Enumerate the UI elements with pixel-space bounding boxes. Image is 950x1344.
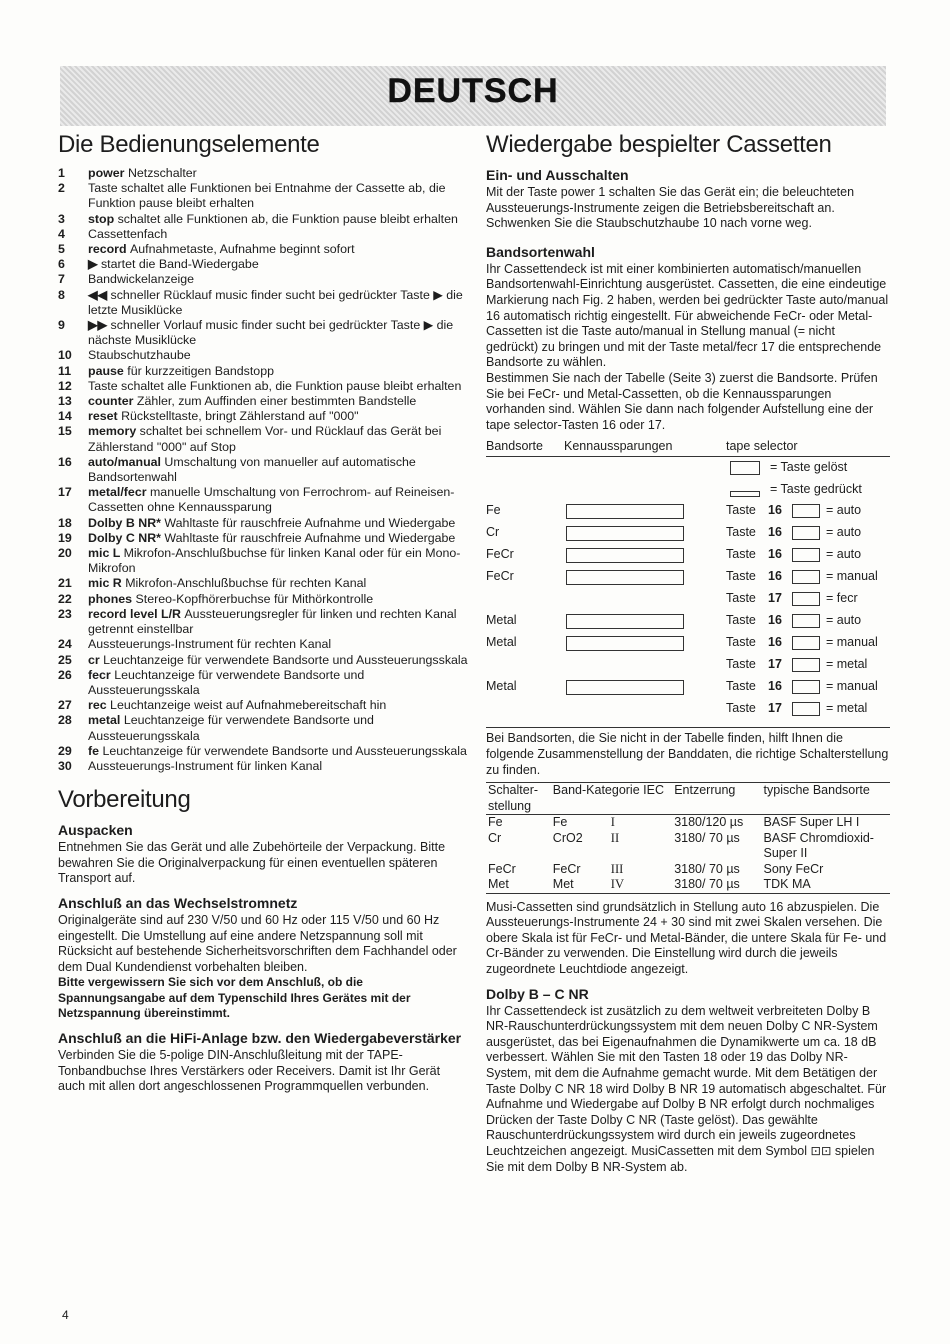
control-item xyxy=(58,698,468,713)
eq-typical-tape: TDK MA xyxy=(763,877,811,892)
hifi-text: Verbinden Sie die 5-polige DIN-Anschlußleitung mit der TAPE-Tonbandbuchse Ihres Verstärkers oder Receivers. Damit ist Ihr Gerät auch mit allen dort angeschlossenen Programmquellen verbunden. xyxy=(58,1048,441,1094)
control-text: stop schaltet alle Funktionen ab, die Funktion pause bleibt erhalten xyxy=(88,211,458,226)
control-item xyxy=(58,364,468,379)
control-key: ▶▶ xyxy=(88,318,111,333)
control-key: ▶ xyxy=(88,257,101,272)
control-item xyxy=(58,744,468,759)
legend-text: = Taste gedrückt xyxy=(770,482,862,497)
sel-taste: Taste xyxy=(726,591,756,606)
eq-cat-name: FeCr xyxy=(552,861,581,876)
eq-switch: Fe xyxy=(488,815,503,830)
eq-typical-tape: BASF Super LH I xyxy=(763,815,860,830)
button-symbol xyxy=(792,526,820,540)
eq-cat-roman: I xyxy=(610,815,615,830)
onoff-text: Mit der Taste power 1 schalten Sie das Gerät ein; die beleuchteten Aussteuerungs-Instrumente zeigen die Betriebsbereitschaft an. Schwenken Sie die Staubschutzhaube 10 nach vorne weg. xyxy=(486,185,855,231)
eq-cat-name: Met xyxy=(552,877,574,892)
sel-band: Cr xyxy=(486,525,500,540)
control-key: record xyxy=(88,242,131,257)
control-text: record level L/R Aussteuerungsregler für linken und rechten Kanal getrennt einstellbar xyxy=(88,606,457,637)
eq-cat-name: CrO2 xyxy=(552,830,583,845)
sel-taste: Taste xyxy=(726,613,756,628)
tape-text-4: Musi-Cassetten sind grundsätzlich in Stellung auto 16 abzuspielen. Die Aussteuerungs-Instrumente 24 + 30 sind mit zwei Skalen versehen. Die obere Skala ist für FeCr- und Metal-Bänder, die untere Skala für Fe- und Cr-Bänder zu verwenden. Die Einstellung wird durch die jeweils zugeordnete Leuchtdiode angezeigt. xyxy=(486,899,887,976)
tape-text-2: Bestimmen Sie nach der Tabelle (Seite 3) zuerst die Bandsorte. Prüfen Sie bei FeCr- und Metal-Cassetten, ob die Kennaussparungen vorhanden sind. Wählen Sie dann nach folgender Aufstellung eine der tape selector-Tasten 16 oder 17. xyxy=(486,370,878,432)
control-text: power Netzschalter xyxy=(88,166,197,180)
control-key: fe xyxy=(88,743,103,758)
control-text: record Aufnahmetaste, Aufnahme beginnt sofort xyxy=(88,242,355,257)
button-symbol xyxy=(792,636,820,650)
dolby-heading: Dolby B – C NR xyxy=(486,985,589,1002)
control-text: Taste schaltet alle Funktionen bei Entnahme der Cassette ab, die Funktion pause bleibt erhalten xyxy=(88,181,446,211)
control-text: phones Stereo-Kopfhörerbuchse für Mithörkontrolle xyxy=(88,591,374,606)
unpack-text: Entnehmen Sie das Gerät und alle Zubehörteile der Verpackung. Bitte bewahren Sie die Originalverpackung für einen eventuellen späteren Transport auf. xyxy=(58,840,446,886)
eq-typical-tape: BASF Chromdioxid-Super II xyxy=(763,830,874,861)
control-text: Dolby B NR* Wahltaste für rauschfreie Aufnahme und Wiedergabe xyxy=(88,515,456,530)
eq-category xyxy=(551,831,672,862)
eq-typical-tape: Sony FeCr xyxy=(763,861,824,876)
control-number: 17 xyxy=(58,485,72,500)
eq-header-cell: typische Bandsorte xyxy=(763,783,870,798)
sel-result: = manual xyxy=(826,569,878,584)
onoff-heading: Ein- und Ausschalten xyxy=(486,167,629,183)
eq-equalization: 3180/ 70 µs xyxy=(674,861,740,876)
tape-heading: Bandsortenwahl xyxy=(486,243,595,260)
sel-result: = manual xyxy=(826,635,878,650)
control-key: cr xyxy=(88,652,104,667)
control-number: 27 xyxy=(58,698,72,713)
button-symbol xyxy=(792,548,820,562)
sel-band: Metal xyxy=(486,613,517,628)
control-number: 21 xyxy=(58,576,72,591)
mains-text: Originalgeräte sind auf 230 V/50 und 60 Hz oder 115 V/50 und 60 Hz eingestellt. Die Umstellung auf eine andere Netzspannung soll mit Rücksicht auf bestehende Sicherheitsvorschriften dem Fachhandel oder dem Dual Kundendienst vorbehalten bleiben. xyxy=(58,912,457,974)
control-item xyxy=(58,288,468,318)
cassette-notch-symbol xyxy=(566,570,684,585)
sel-num: 17 xyxy=(768,591,782,606)
sel-result: = metal xyxy=(826,657,868,672)
eq-header-row xyxy=(486,783,890,815)
control-key: reset xyxy=(88,409,122,424)
control-key: metal/fecr xyxy=(88,485,150,500)
control-number: 18 xyxy=(58,515,72,530)
control-key: Dolby B NR* xyxy=(88,515,165,530)
control-number: 7 xyxy=(58,272,65,287)
sel-band: Metal xyxy=(486,679,517,694)
sel-head-line xyxy=(486,456,890,457)
control-number: 22 xyxy=(58,591,72,606)
control-key: stop xyxy=(88,211,118,226)
control-text: metal/fecr manuelle Umschaltung von Ferrochrom- auf Reineisen-Cassetten ohne Kennaussparung xyxy=(88,485,455,515)
sel-result: = metal xyxy=(826,701,868,716)
control-number: 15 xyxy=(58,424,72,439)
control-text: fecr Leuchtanzeige für verwendete Bandsorte und Aussteuerungsskala xyxy=(88,667,365,697)
sel-num: 16 xyxy=(768,503,782,518)
cassette-notch-symbol xyxy=(566,526,684,541)
control-text: mic R Mikrofon-Anschlußbuchse für rechten Kanal xyxy=(88,576,367,591)
control-item xyxy=(58,592,468,607)
control-text: rec Leuchtanzeige weist auf Aufnahmebereitschaft hin xyxy=(88,698,387,713)
page-number: 4 xyxy=(62,1308,69,1322)
control-number: 20 xyxy=(58,546,72,561)
sel-num: 17 xyxy=(768,657,782,672)
control-key: record level L/R xyxy=(88,606,185,621)
sel-num: 17 xyxy=(768,701,782,716)
control-number: 25 xyxy=(58,652,72,667)
control-item xyxy=(58,576,468,591)
sel-head-notch: Kennaussparungen xyxy=(564,439,673,454)
button-symbol xyxy=(730,491,760,497)
button-symbol xyxy=(730,461,760,475)
eq-row xyxy=(486,862,890,878)
cassette-notch-symbol xyxy=(566,504,684,519)
control-key: memory xyxy=(88,424,140,439)
control-item xyxy=(58,668,468,698)
eq-equalization: 3180/ 70 µs xyxy=(674,830,740,845)
sel-band: FeCr xyxy=(486,569,514,584)
eq-cat-roman: III xyxy=(610,861,624,876)
control-number: 9 xyxy=(58,318,65,333)
control-key: counter xyxy=(88,394,137,409)
control-text: cr Leuchtanzeige für verwendete Bandsorte und Aussteuerungsskala xyxy=(88,652,468,667)
control-item xyxy=(58,166,468,181)
control-number: 10 xyxy=(58,348,72,363)
control-number: 5 xyxy=(58,242,65,257)
sel-num: 16 xyxy=(768,569,782,584)
control-number: 26 xyxy=(58,667,72,682)
control-number: 12 xyxy=(58,378,72,393)
control-item xyxy=(58,546,468,576)
button-symbol xyxy=(792,702,820,716)
eq-category xyxy=(551,862,672,878)
control-text: pause für kurzzeitigen Bandstopp xyxy=(88,363,274,378)
sel-taste: Taste xyxy=(726,701,756,716)
control-number: 23 xyxy=(58,606,72,621)
sel-result: = auto xyxy=(826,547,862,562)
sel-taste: Taste xyxy=(726,547,756,562)
cassette-notch-symbol xyxy=(566,614,684,629)
control-text: Cassettenfach xyxy=(88,226,168,241)
control-item xyxy=(58,379,468,394)
eq-equalization: 3180/ 70 µs xyxy=(674,877,740,892)
control-number: 3 xyxy=(58,211,65,226)
control-number: 14 xyxy=(58,409,72,424)
control-item xyxy=(58,212,468,227)
cassette-notch-symbol xyxy=(566,548,684,563)
control-item xyxy=(58,424,468,454)
control-item xyxy=(58,637,468,652)
tape-text-3: Bei Bandsorten, die Sie nicht in der Tabelle finden, hilft Ihnen die folgende Zusammenstellung der Banddaten, die richtige Schalterstellung zu finden. xyxy=(486,731,889,777)
control-text: auto/manual Umschaltung von manueller auf automatische Bandsortenwahl xyxy=(88,454,416,485)
control-item xyxy=(58,257,468,272)
control-text: ▶ startet die Band-Wiedergabe xyxy=(88,257,259,272)
button-symbol xyxy=(792,504,820,518)
sel-taste: Taste xyxy=(726,657,756,672)
control-text: mic L Mikrofon-Anschlußbuchse für linken Kanal oder für ein Mono-Mikrofon xyxy=(88,546,461,576)
control-item xyxy=(58,531,468,546)
sel-bottom-line xyxy=(486,727,890,728)
control-number: 6 xyxy=(58,257,65,272)
mains-heading: Anschluß an das Wechselstromnetz xyxy=(58,894,298,911)
button-symbol xyxy=(792,592,820,606)
sel-num: 16 xyxy=(768,679,782,694)
eq-row xyxy=(486,831,890,862)
eq-category xyxy=(551,815,672,831)
tape-selector-table xyxy=(486,439,890,731)
control-number: 19 xyxy=(58,530,72,545)
control-item xyxy=(58,409,468,424)
control-number: 29 xyxy=(58,743,72,758)
banner-title: DEUTSCH xyxy=(387,72,559,110)
eq-category xyxy=(551,877,672,893)
sel-result: = fecr xyxy=(826,591,858,606)
control-key: ◀◀ xyxy=(88,287,111,302)
controls-list xyxy=(58,166,468,774)
unpack-heading: Auspacken xyxy=(58,822,133,839)
sel-band: FeCr xyxy=(486,547,514,562)
control-key: Dolby C NR* xyxy=(88,530,165,545)
control-number: 13 xyxy=(58,394,72,409)
preparation-heading: Vorbereitung xyxy=(58,786,191,814)
control-item xyxy=(58,485,468,515)
control-text: metal Leuchtanzeige für verwendete Bandsorte und Aussteuerungsskala xyxy=(88,713,374,743)
sel-result: = manual xyxy=(826,679,878,694)
control-item xyxy=(58,242,468,257)
sel-band: Fe xyxy=(486,503,501,518)
legend-text: = Taste gelöst xyxy=(770,460,848,475)
control-text: counter Zähler, zum Auffinden einer bestimmten Bandstelle xyxy=(88,394,417,409)
control-text: Staubschutzhaube xyxy=(88,348,191,363)
right-column xyxy=(486,126,890,1175)
control-key: auto/manual xyxy=(88,454,165,469)
control-number: 16 xyxy=(58,454,72,469)
control-number: 24 xyxy=(58,637,72,652)
control-item xyxy=(58,607,468,637)
control-item xyxy=(58,227,468,242)
eq-cat-roman: II xyxy=(610,830,620,845)
sel-taste: Taste xyxy=(726,635,756,650)
button-symbol xyxy=(792,570,820,584)
control-key: mic L xyxy=(88,546,124,561)
control-key: power xyxy=(88,166,128,180)
control-text: ◀◀ schneller Rücklauf music finder sucht bei gedrückter Taste ▶ die letzte Musiklücke xyxy=(88,287,463,317)
control-item xyxy=(58,348,468,363)
control-text: Bandwickelanzeige xyxy=(88,272,195,287)
sel-num: 16 xyxy=(768,635,782,650)
cassette-notch-symbol xyxy=(566,680,684,695)
controls-heading: Die Bedienungselemente xyxy=(58,131,320,158)
sel-result: = auto xyxy=(826,503,862,518)
control-number: 30 xyxy=(58,758,72,773)
sel-taste: Taste xyxy=(726,525,756,540)
eq-row xyxy=(486,877,890,893)
control-item xyxy=(58,653,468,668)
control-text: reset Rückstelltaste, bringt Zählerstand auf "000" xyxy=(88,409,359,424)
eq-switch: FeCr xyxy=(488,861,516,876)
control-number: 4 xyxy=(58,226,65,241)
button-symbol xyxy=(792,614,820,628)
button-symbol xyxy=(792,680,820,694)
control-item xyxy=(58,455,468,485)
dolby-text: Ihr Cassettendeck ist zusätzlich zu dem weltweit verbreiteten Dolby B NR-Rauschunterdrückungssystem mit dem neuen Dolby C NR-System ausgerüstet, das bei Eigenaufnahmen die Dynamikwerte um ca. 18 dB verbessert. Wählen Sie mit den Tasten 18 oder 19 das Dolby NR-System, mit dem die Aufnahme gemacht wurde. Mit dem Betätigen der Taste Dolby C NR 18 wird Dolby B NR 19 automatisch abgeschaltet. Für Aufnahme und Wiedergabe auf Dolby B NR erfolgt durch nochmaliges Drücken der Taste Dolby C NR (Taste gelöst). Das gewählte Rauschunterdrückungssystem wird durch ein jeweils zugeordnetes Leuchtzeichen angezeigt. MusiCassetten mit dem Symbol ⊡⊡ spielen Sie mit dem Dolby B NR-System ab. xyxy=(486,1003,887,1174)
eq-header-cell: Schalter-stellung xyxy=(488,783,539,813)
hifi-heading: Anschluß an die HiFi-Anlage bzw. den Wiedergabeverstärker xyxy=(58,1030,462,1047)
control-item xyxy=(58,272,468,287)
control-text: Aussteuerungs-Instrument für linken Kanal xyxy=(88,758,323,773)
control-text: fe Leuchtanzeige für verwendete Bandsorte und Aussteuerungsskala xyxy=(88,743,467,758)
control-text: Taste schaltet alle Funktionen ab, die Funktion pause bleibt erhalten xyxy=(88,378,462,393)
control-text: ▶▶ schneller Vorlauf music finder sucht bei gedrückter Taste ▶ die nächste Musiklücke xyxy=(88,318,454,348)
control-item xyxy=(58,318,468,348)
control-key: metal xyxy=(88,713,124,728)
eq-header-cell: Band-Kategorie IEC xyxy=(552,783,664,798)
sel-taste: Taste xyxy=(726,679,756,694)
control-number: 11 xyxy=(58,363,72,378)
sel-taste: Taste xyxy=(726,503,756,518)
control-item xyxy=(58,759,468,774)
control-item xyxy=(58,713,468,743)
eq-cat-name: Fe xyxy=(552,815,568,830)
control-number: 28 xyxy=(58,713,72,728)
sel-num: 16 xyxy=(768,525,782,540)
control-number: 2 xyxy=(58,181,65,196)
sel-num: 16 xyxy=(768,547,782,562)
eq-switch: Cr xyxy=(488,830,502,845)
control-key: mic R xyxy=(88,576,126,591)
eq-header-cell: Entzerrung xyxy=(674,783,736,798)
cassette-notch-symbol xyxy=(566,636,684,651)
control-key: rec xyxy=(88,698,111,713)
eq-equalization: 3180/120 µs xyxy=(674,815,744,830)
control-text: Dolby C NR* Wahltaste für rauschfreie Aufnahme und Wiedergabe xyxy=(88,530,456,545)
control-key: phones xyxy=(88,591,136,606)
sel-result: = auto xyxy=(826,613,862,628)
control-item xyxy=(58,394,468,409)
equalization-table xyxy=(486,782,890,894)
control-item xyxy=(58,516,468,531)
tape-text-1: Ihr Cassettendeck ist mit einer kombinierten automatisch/manuellen Bandsortenwahl-Einrichtung ausgerüstet. Cassetten, die eine eindeutige Markierung nach Fig. 2 haben, werden bei gedrückter Taste auto/manual 16 automatisch richtig eingestellt. Für abweichende FeCr- oder Metal-Cassetten ist die Taste auto/manual in Stellung manual (= nicht gedrückt) zu bringen und mit der Taste metal/fecr 17 die entsprechende Bandsorte zu wählen. xyxy=(486,261,889,370)
header-banner xyxy=(60,66,886,126)
control-item xyxy=(58,181,468,211)
control-key: pause xyxy=(88,363,128,378)
control-key: fecr xyxy=(88,667,115,682)
sel-num: 16 xyxy=(768,613,782,628)
button-symbol xyxy=(792,658,820,672)
eq-row xyxy=(486,815,890,831)
sel-result: = auto xyxy=(826,525,862,540)
sel-head-selector: tape selector xyxy=(726,439,798,454)
eq-cat-roman: IV xyxy=(610,877,624,892)
control-text: Aussteuerungs-Instrument für rechten Kanal xyxy=(88,637,332,652)
left-column xyxy=(58,126,468,1095)
control-text: memory schaltet bei schnellem Vor- und Rücklauf das Gerät bei Zählerstand "000" auf Stop xyxy=(88,424,442,454)
sel-head-band: Bandsorte xyxy=(486,439,543,454)
playback-heading: Wiedergabe bespielter Cassetten xyxy=(486,131,832,158)
control-number: 8 xyxy=(58,287,65,302)
sel-band: Metal xyxy=(486,635,517,650)
sel-taste: Taste xyxy=(726,569,756,584)
control-number: 1 xyxy=(58,166,65,180)
mains-warning: Bitte vergewissern Sie sich vor dem Anschluß, ob die Spannungsangabe auf dem Typenschild Ihres Gerätes mit der Netzspannung übereinstimmt. xyxy=(58,975,411,1021)
eq-switch: Met xyxy=(488,877,509,892)
